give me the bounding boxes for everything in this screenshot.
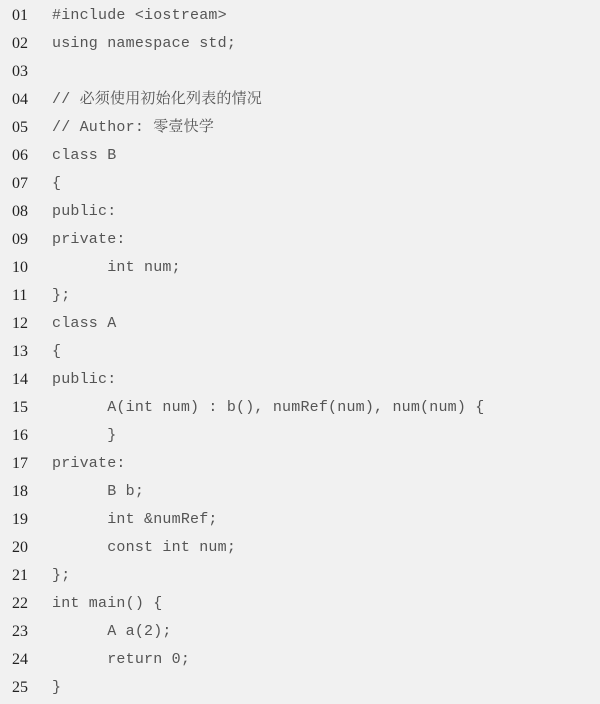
line-number: 23 <box>12 623 28 640</box>
code-line <box>0 30 600 58</box>
line-number: 24 <box>12 651 28 668</box>
line-number: 01 <box>12 7 28 24</box>
code-line <box>0 2 600 30</box>
code-line <box>0 618 600 646</box>
line-code: int main() { <box>52 595 163 612</box>
code-line <box>0 562 600 590</box>
code-line <box>0 646 600 674</box>
line-code: #include <iostream> <box>52 7 227 24</box>
line-code: } <box>52 427 117 444</box>
code-line <box>0 394 600 422</box>
line-number: 25 <box>12 679 28 696</box>
line-code: }; <box>52 287 71 304</box>
line-number: 03 <box>12 63 28 80</box>
line-number: 19 <box>12 511 28 528</box>
line-number: 12 <box>12 315 28 332</box>
line-code: private: <box>52 455 126 472</box>
line-code: using namespace std; <box>52 35 237 52</box>
line-code: { <box>52 343 62 360</box>
code-line <box>0 590 600 618</box>
code-line <box>0 226 600 254</box>
line-code: int num; <box>52 259 181 276</box>
code-line <box>0 534 600 562</box>
line-number: 06 <box>12 147 28 164</box>
code-line <box>0 310 600 338</box>
line-number: 18 <box>12 483 28 500</box>
line-code: class B <box>52 147 117 164</box>
code-line <box>0 422 600 450</box>
code-line <box>0 674 600 702</box>
code-line <box>0 478 600 506</box>
line-code: B b; <box>52 483 145 500</box>
line-code: }; <box>52 567 71 584</box>
line-number: 11 <box>12 287 28 304</box>
line-code: private: <box>52 231 126 248</box>
line-code: A(int num) : b(), numRef(num), num(num) { <box>52 399 485 416</box>
line-code: public: <box>52 371 117 388</box>
line-code: public: <box>52 203 117 220</box>
code-line <box>0 86 600 114</box>
line-number: 15 <box>12 399 28 416</box>
line-number: 07 <box>12 175 28 192</box>
code-line <box>0 450 600 478</box>
line-number: 14 <box>12 371 28 388</box>
line-number: 21 <box>12 567 28 584</box>
line-code: // Author: 零壹快学 <box>52 119 215 136</box>
code-line <box>0 114 600 142</box>
line-number: 20 <box>12 539 28 556</box>
code-line <box>0 142 600 170</box>
code-line <box>0 58 600 86</box>
line-number: 08 <box>12 203 28 220</box>
line-number: 13 <box>12 343 28 360</box>
code-line <box>0 170 600 198</box>
line-number: 22 <box>12 595 28 612</box>
line-code: A a(2); <box>52 623 172 640</box>
code-line <box>0 506 600 534</box>
line-number: 02 <box>12 35 28 52</box>
code-line <box>0 282 600 310</box>
code-line <box>0 366 600 394</box>
line-number: 16 <box>12 427 28 444</box>
line-code: { <box>52 175 62 192</box>
code-line <box>0 254 600 282</box>
code-line <box>0 338 600 366</box>
code-line <box>0 198 600 226</box>
line-code: } <box>52 679 62 696</box>
line-code: // 必须使用初始化列表的情况 <box>52 91 263 108</box>
line-number: 10 <box>12 259 28 276</box>
line-number: 17 <box>12 455 28 472</box>
line-number: 04 <box>12 91 28 108</box>
line-number: 05 <box>12 119 28 136</box>
line-code: class A <box>52 315 117 332</box>
line-code: return 0; <box>52 651 191 668</box>
line-code: const int num; <box>52 539 237 556</box>
line-number: 09 <box>12 231 28 248</box>
line-code: int &numRef; <box>52 511 218 528</box>
